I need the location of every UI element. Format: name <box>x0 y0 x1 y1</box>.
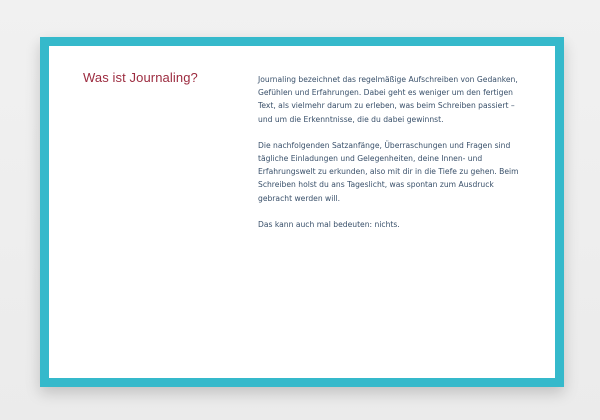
card-title: Was ist Journaling? <box>83 70 198 85</box>
paragraph-closing: Das kann auch mal bedeuten: nichts. <box>258 219 400 229</box>
card-body <box>258 73 528 244</box>
paragraph-intro: Journaling bezeichnet das regelmäßige Aufschreiben von Gedanken, Gefühlen und Erfahrungen. Dabei geht es weniger um den fertigen Text, als vielmehr darum zu erleben, was beim Schreiben passiert – und um die Erkenntnisse, die du dabei gewinnst. <box>258 75 518 124</box>
info-card <box>40 37 564 387</box>
paragraph-invitations: Die nachfolgenden Satzanfänge, Überraschungen und Fragen sind tägliche Einladungen und Gelegenheiten, deine Innen- und Erfahrungswelt zu erkunden, also mit dir in die Tiefe zu gehen. Beim Schreiben holst du ans Tageslicht, was spontan zum Ausdruck gebracht werden will. <box>258 140 519 203</box>
